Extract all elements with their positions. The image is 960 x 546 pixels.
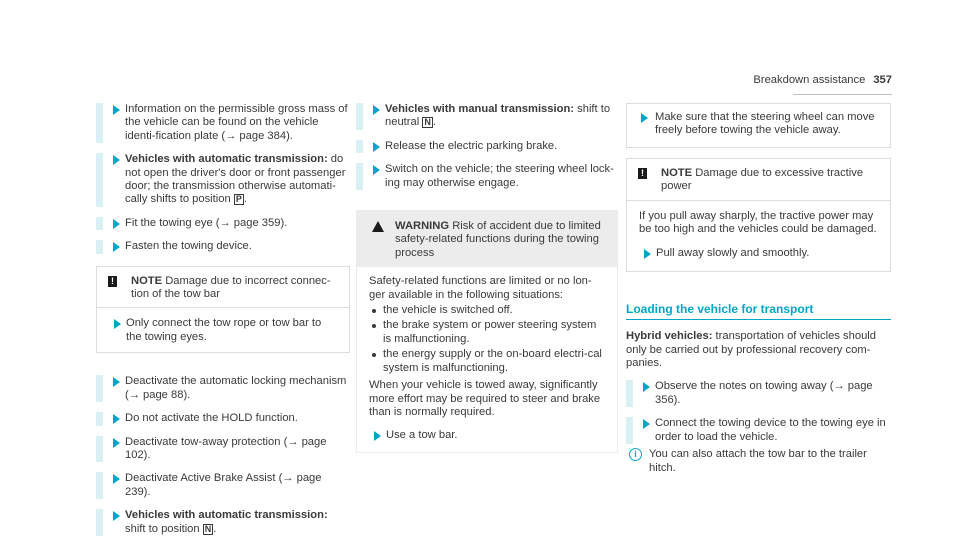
step-item — [356, 103, 618, 130]
step-text: Use a tow bar. — [386, 429, 458, 442]
step-item — [96, 240, 350, 253]
step-item — [96, 103, 350, 143]
step-bar — [356, 103, 363, 130]
step-arrow-icon — [644, 249, 651, 259]
note-box — [96, 266, 350, 354]
step-bold: Vehicles with automatic transmission: — [125, 153, 328, 166]
section-title: Loading the vehicle for transport — [626, 303, 891, 320]
step-arrow-icon — [113, 242, 120, 252]
step-text: Release the electric parking brake. — [385, 139, 558, 152]
step-text: do not open the driver's door or front passenger door; the transmission otherwise automati-cally shifts to position — [125, 153, 346, 206]
step-item — [626, 380, 891, 407]
note-head — [627, 159, 890, 200]
step-arrow-icon — [373, 105, 380, 115]
hybrid-text: transportation of vehicles should only be carried out by professional recovery com-panies. — [626, 330, 876, 370]
step-item — [96, 153, 350, 207]
step-text: shift to neutral — [385, 103, 611, 129]
info-icon: i — [629, 448, 642, 461]
info-text: You can also attach the tow bar to the trailer hitch. — [649, 448, 867, 474]
step-arrow-icon — [114, 319, 121, 329]
step-bar — [96, 509, 103, 536]
step-bar — [626, 417, 633, 444]
step-arrow-icon — [374, 431, 381, 441]
step-item — [356, 163, 618, 190]
warning-head — [357, 211, 617, 267]
step-bar — [96, 436, 103, 463]
step-bar — [96, 472, 103, 499]
step-bar — [626, 380, 633, 407]
gear-n-icon: N — [424, 117, 431, 128]
note-body — [627, 200, 890, 271]
bullet-dot — [372, 353, 376, 357]
step-item — [109, 317, 337, 344]
note-title: Damage due to incorrect connec-tion of the tow bar — [131, 274, 331, 301]
step-bold: Vehicles with manual transmission: — [385, 103, 575, 115]
step-item — [633, 111, 880, 138]
step-item — [96, 509, 350, 536]
warning-body — [357, 267, 617, 451]
step-arrow-icon — [113, 474, 120, 484]
step-arrow-icon — [113, 438, 120, 448]
note-label: NOTE — [131, 274, 163, 287]
note-icon: ! — [108, 276, 117, 287]
step-tail: . — [243, 193, 247, 206]
column-3 — [626, 103, 891, 475]
note-text: If you pull away sharply, the tractive power may be too high and the vehicles could be damaged. — [639, 209, 877, 236]
step-item — [356, 140, 618, 153]
warning-text: When your vehicle is towed away, significantly more effort may be required to steer and brake than is normally required. — [369, 379, 601, 418]
bullet-dot — [372, 324, 376, 328]
step-arrow-icon — [643, 419, 650, 429]
step-item — [96, 217, 350, 230]
step-item — [639, 247, 878, 260]
warning-intro: Safety-related functions are limited or no lon-ger available in the following situations: — [369, 275, 592, 301]
step-bar — [96, 375, 103, 402]
step-text: Switch on the vehicle; the steering wheel lock-ing may otherwise engage. — [385, 163, 614, 189]
hybrid-paragraph — [626, 330, 891, 370]
warning-bullet: the vehicle is switched off. — [369, 304, 605, 317]
step-box — [626, 103, 891, 148]
step-text: Make sure that the steering wheel can move freely before towing the vehicle away. — [655, 111, 875, 137]
step-arrow-icon — [113, 511, 120, 521]
step-tail: . — [213, 522, 217, 535]
gear-n-icon: N — [204, 523, 212, 534]
step-bold: Vehicles with automatic transmission: — [125, 509, 328, 522]
step-item — [626, 417, 891, 444]
column-2 — [356, 103, 618, 453]
step-item — [96, 412, 350, 425]
page-header — [753, 74, 892, 87]
note-box — [626, 158, 891, 272]
step-arrow-icon — [113, 377, 120, 387]
step-arrow-icon — [373, 142, 380, 152]
step-bar — [356, 140, 363, 153]
step-arrow-icon — [373, 165, 380, 175]
step-arrow-icon — [641, 113, 648, 123]
step-bar — [96, 103, 103, 143]
step-text: Deactivate Active Brake Assist (→ page 239). — [125, 472, 322, 498]
header-rule — [793, 94, 892, 95]
note-label: NOTE — [661, 166, 693, 179]
step-tail: . — [432, 116, 436, 129]
step-arrow-icon — [113, 414, 120, 424]
note-title: Damage due to excessive tractive power — [661, 166, 864, 193]
step-text: Do not activate the HOLD function. — [125, 412, 298, 425]
step-text: Deactivate tow-away protection (→ page 102). — [125, 435, 327, 461]
step-bar — [96, 240, 103, 253]
gear-p-icon: P — [235, 194, 242, 205]
step-arrow-icon — [643, 382, 650, 392]
page-number: 357 — [873, 74, 892, 86]
step-bar — [96, 412, 103, 425]
note-icon: ! — [638, 168, 647, 179]
step-text: Observe the notes on towing away (→ page 356). — [655, 380, 873, 406]
step-bar — [96, 153, 103, 207]
warning-bullet: the energy supply or the on-board electri-cal system is malfunctioning. — [369, 348, 605, 375]
hybrid-bold: Hybrid vehicles: — [626, 330, 713, 343]
warning-box — [356, 210, 618, 453]
step-item — [96, 472, 350, 499]
step-text: Fasten the towing device. — [125, 240, 252, 253]
step-item — [369, 429, 605, 442]
warning-title: Risk of accident due to limited safety-related functions during the towing process — [395, 220, 601, 259]
column-1 — [96, 103, 350, 546]
note-head — [97, 267, 349, 308]
step-arrow-icon — [113, 219, 120, 229]
warning-triangle-icon — [372, 221, 384, 232]
note-body — [97, 307, 349, 352]
step-arrow-icon — [113, 105, 120, 115]
step-text: Deactivate the automatic locking mechanism (→ page 88). — [125, 375, 347, 401]
info-note — [626, 448, 891, 475]
warning-bullet: the brake system or power steering system is malfunctioning. — [369, 319, 605, 346]
step-text: Only connect the tow rope or tow bar to the towing eyes. — [126, 317, 322, 343]
step-bar — [356, 163, 363, 190]
step-bar — [96, 217, 103, 230]
header-title: Breakdown assistance — [753, 74, 866, 86]
step-item — [96, 436, 350, 463]
step-text: shift to position — [125, 522, 203, 535]
step-text: Pull away slowly and smoothly. — [656, 247, 810, 260]
step-text: Connect the towing device to the towing eye in order to load the vehicle. — [655, 417, 886, 443]
step-arrow-icon — [113, 155, 120, 165]
step-text: Information on the permissible gross mass of the vehicle can be found on the vehicle identi-fication plate (→ page 384). — [125, 103, 348, 142]
warning-label: WARNING — [395, 220, 450, 233]
step-item — [96, 375, 350, 402]
bullet-dot — [372, 309, 376, 313]
step-text: Fit the towing eye (→ page 359). — [125, 216, 288, 229]
